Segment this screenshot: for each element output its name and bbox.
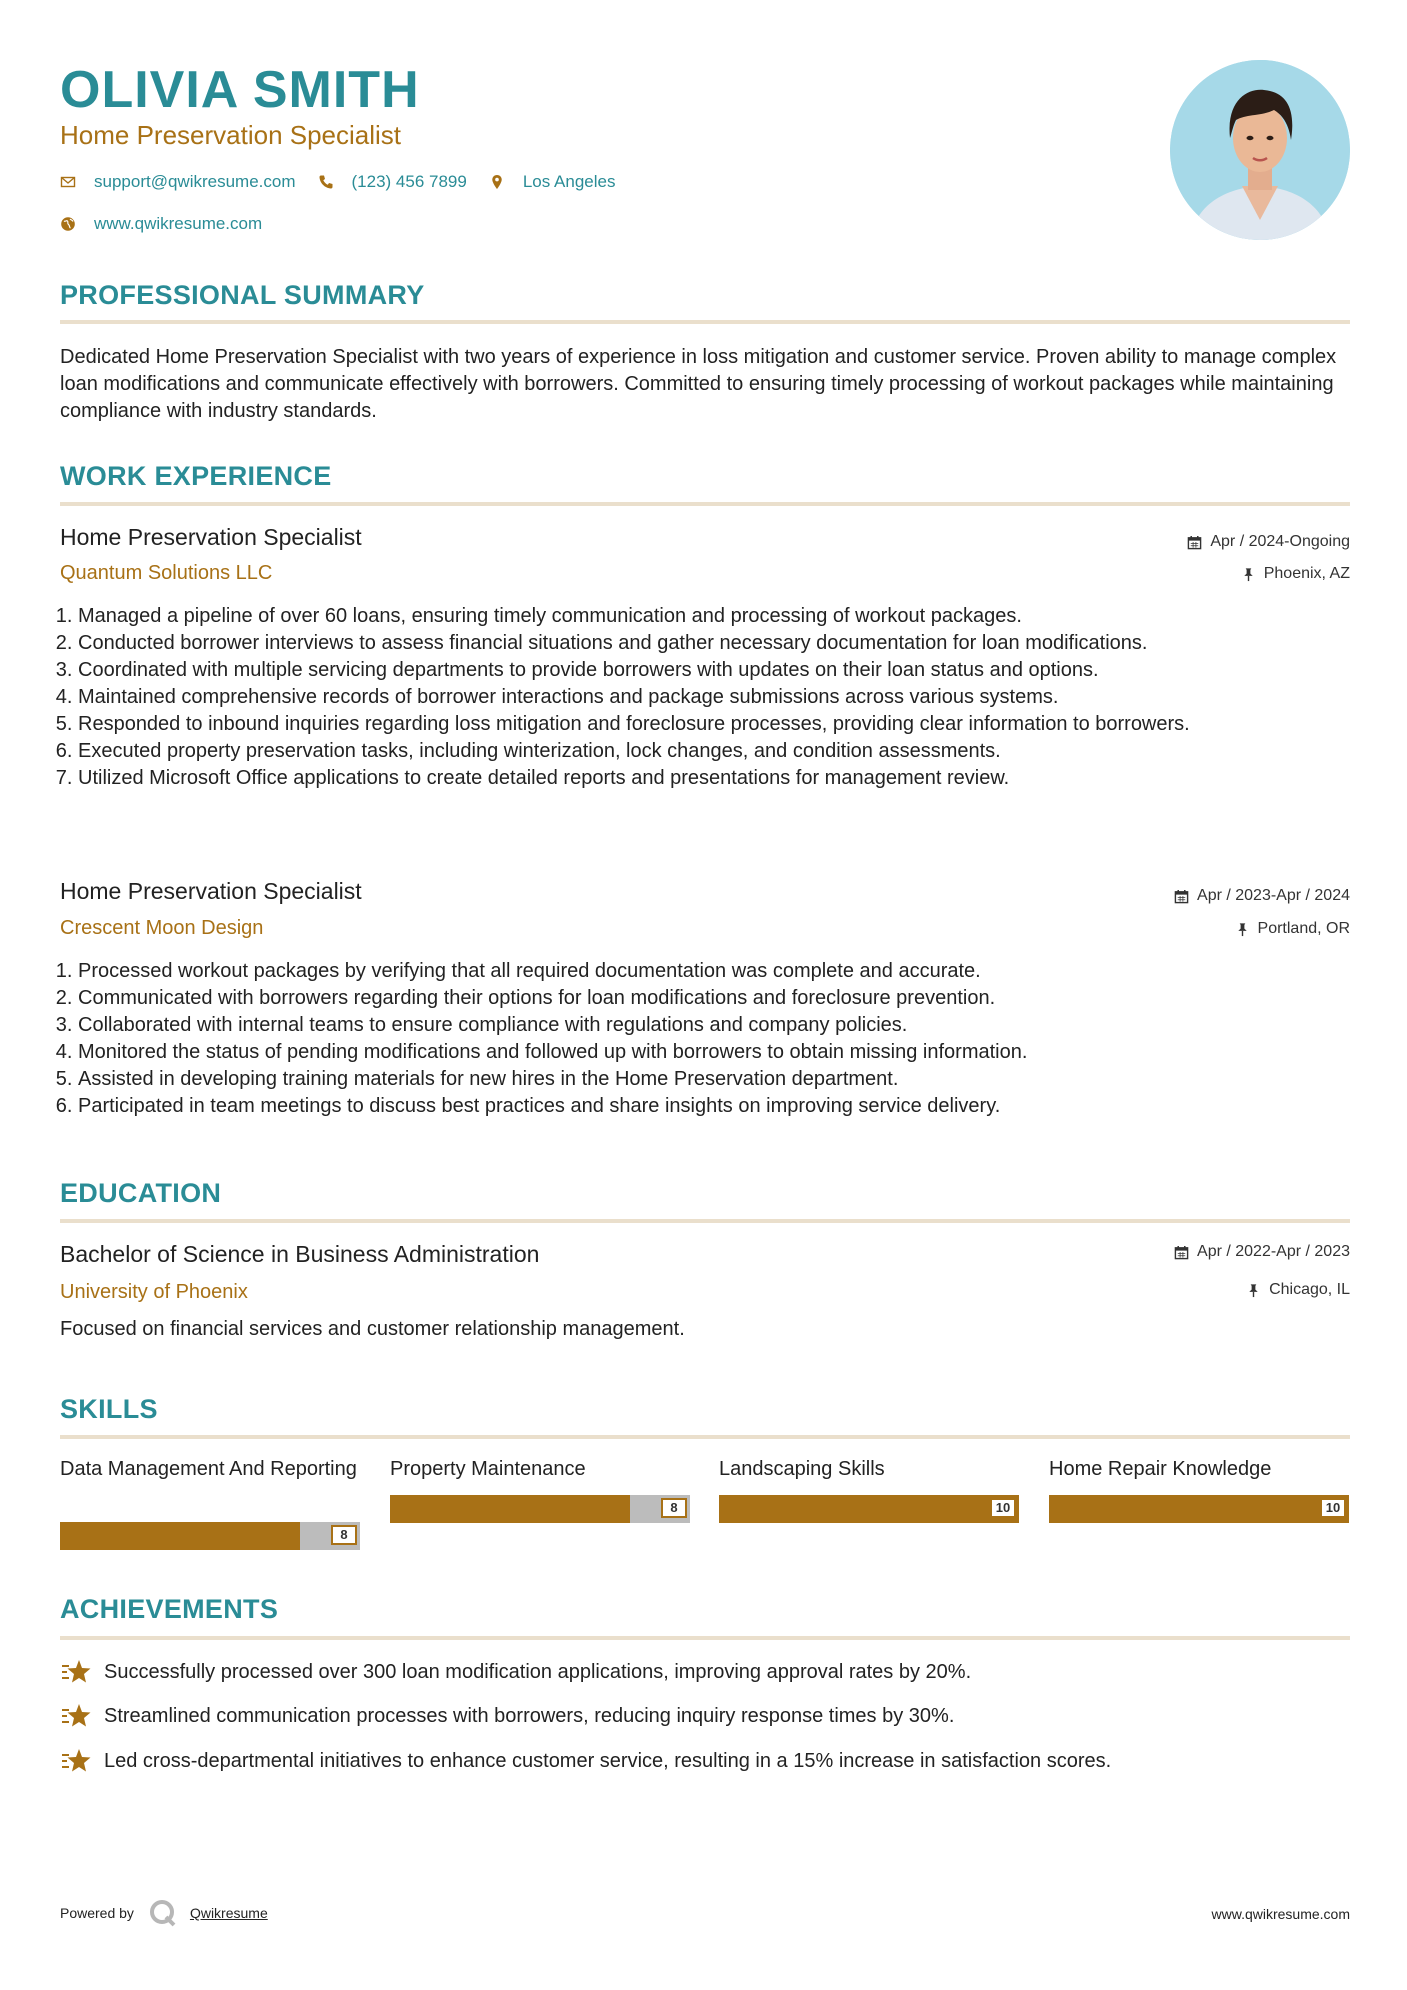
candidate-role: Home Preservation Specialist (60, 120, 402, 150)
contact-email[interactable] (60, 172, 296, 192)
contact-website[interactable] (60, 214, 262, 234)
skill-level: 10 (1320, 1498, 1346, 1518)
skill-bar-fill (390, 1495, 630, 1523)
phone-text: (123) 456 7899 (351, 172, 467, 191)
location-text: Phoenix, AZ (1263, 565, 1350, 582)
skill-bar (719, 1495, 1019, 1523)
job-title: Home Preservation Specialist (60, 878, 362, 904)
skill-bar (390, 1495, 690, 1523)
education-heading: EDUCATION (60, 1178, 222, 1208)
achievement-text: Streamlined communication processes with borrowers, reducing inquiry response times by 30%. (104, 1704, 955, 1727)
list-item: 5. Assisted in developing training materials for new hires in the Home Preservation department. (78, 1066, 1348, 1093)
list-item: 6. Participated in team meetings to discuss best practices and share insights on improving service delivery. (78, 1093, 1348, 1120)
website-text: www.qwikresume.com (94, 214, 263, 233)
pushpin-icon (1241, 567, 1256, 582)
list-item: 3. Coordinated with multiple servicing departments to provide borrowers with updates on their loan status and options. (78, 657, 1348, 684)
skills-heading: SKILLS (60, 1394, 158, 1424)
location-text: Chicago, IL (1269, 1281, 1350, 1298)
job-responsibilities (60, 958, 1348, 1120)
dates-text: Apr / 2022-Apr / 2023 (1197, 1243, 1350, 1260)
achievement-text: Successfully processed over 300 loan modification applications, improving approval rates by 20%. (104, 1660, 972, 1683)
globe-icon (60, 216, 76, 232)
skill-bar-fill (1049, 1495, 1349, 1523)
job-location (1235, 920, 1350, 938)
list-item: 2. Conducted borrower interviews to assess financial situations and gather necessary documentation for loan modifications. (78, 630, 1348, 657)
list-item: 5. Responded to inbound inquiries regarding loss mitigation and foreclosure processes, providing clear information to borrowers. (78, 711, 1348, 738)
location-text: Los Angeles (522, 172, 616, 191)
contact-location (489, 172, 616, 192)
list-item: 3. Collaborated with internal teams to ensure compliance with regulations and company policies. (78, 1012, 1348, 1039)
education-divider (60, 1219, 1350, 1223)
skill-name: Landscaping Skills (719, 1458, 885, 1480)
company-name: Quantum Solutions LLC (60, 562, 273, 584)
skill-level: 8 (331, 1525, 357, 1545)
skill-item (719, 1456, 1019, 1515)
education-location (1246, 1281, 1350, 1299)
phone-icon (318, 174, 334, 190)
list-item: 6. Executed property preservation tasks, including winterization, lock changes, and condition assessments. (78, 738, 1348, 765)
location-text: Portland, OR (1257, 920, 1350, 937)
skill-bar (1049, 1495, 1349, 1523)
list-item: 4. Maintained comprehensive records of borrower interactions and package submissions across various systems. (78, 684, 1348, 711)
pushpin-icon (1235, 922, 1250, 937)
skill-bar (60, 1522, 360, 1550)
list-item: 7. Utilized Microsoft Office applications to create detailed reports and presentations for management review. (78, 765, 1348, 792)
list-item: 1. Managed a pipeline of over 60 loans, ensuring timely communication and processing of workout packages. (78, 603, 1348, 630)
achievement-item (60, 1702, 954, 1730)
summary-divider (60, 320, 1350, 324)
job-dates (1174, 887, 1350, 905)
achievement-item (60, 1658, 971, 1686)
contact-phone[interactable] (318, 172, 467, 192)
skills-divider (60, 1435, 1350, 1439)
profile-photo (1170, 60, 1350, 240)
qwikresume-logo-icon (148, 1898, 178, 1928)
powered-by-label: Powered by (60, 1905, 134, 1921)
qwikresume-link[interactable]: Qwikresume (189, 1905, 268, 1921)
map-pin-icon (489, 174, 505, 190)
job-title: Home Preservation Specialist (60, 524, 362, 550)
skill-level: 8 (661, 1498, 687, 1518)
achievement-text: Led cross-departmental initiatives to enhance customer service, resulting in a 15% increase in satisfaction scores. (104, 1749, 1112, 1772)
calendar-icon (1187, 535, 1202, 550)
job-responsibilities (60, 603, 1348, 792)
skill-bar-fill (719, 1495, 1019, 1523)
degree-title: Bachelor of Science in Business Administration (60, 1241, 540, 1267)
star-award-icon (60, 1702, 92, 1730)
dates-text: Apr / 2023-Apr / 2024 (1197, 887, 1350, 904)
portrait-illustration (1170, 60, 1350, 240)
job-dates (1187, 533, 1350, 551)
footer-powered-by (60, 1898, 268, 1928)
skill-name: Home Repair Knowledge (1049, 1458, 1272, 1480)
skill-item (60, 1456, 360, 1542)
school-name: University of Phoenix (60, 1281, 248, 1303)
skill-name: Data Management And Reporting (60, 1458, 357, 1480)
star-award-icon (60, 1747, 92, 1775)
skill-item (1049, 1456, 1349, 1515)
achievements-heading: ACHIEVEMENTS (60, 1594, 279, 1624)
envelope-icon (60, 174, 76, 190)
candidate-name: OLIVIA SMITH (60, 61, 420, 119)
calendar-icon (1174, 1245, 1189, 1260)
achievement-item (60, 1747, 1111, 1775)
star-award-icon (60, 1658, 92, 1686)
list-item: 2. Communicated with borrowers regarding their options for loan modifications and foreclosure prevention. (78, 985, 1348, 1012)
experience-heading: WORK EXPERIENCE (60, 461, 332, 491)
education-dates (1174, 1243, 1350, 1261)
experience-divider (60, 502, 1350, 506)
summary-heading: PROFESSIONAL SUMMARY (60, 280, 425, 310)
list-item: 1. Processed workout packages by verifying that all required documentation was complete and accurate. (78, 958, 1348, 985)
skill-name: Property Maintenance (390, 1458, 586, 1480)
skill-bar-fill (60, 1522, 300, 1550)
pushpin-icon (1246, 1283, 1261, 1298)
education-description: Focused on financial services and customer relationship management. (60, 1318, 685, 1340)
footer-website-link[interactable]: www.qwikresume.com (1211, 1906, 1350, 1922)
resume-header (60, 60, 1350, 250)
achievements-divider (60, 1636, 1350, 1640)
dates-text: Apr / 2024-Ongoing (1210, 533, 1350, 550)
contact-row (60, 172, 637, 192)
skill-item (390, 1456, 690, 1515)
email-text: support@qwikresume.com (94, 172, 296, 191)
list-item: 4. Monitored the status of pending modifications and followed up with borrowers to obtain missing information. (78, 1039, 1348, 1066)
contact-row-2 (60, 214, 284, 234)
skill-level: 10 (990, 1498, 1016, 1518)
calendar-icon (1174, 889, 1189, 904)
job-location (1241, 565, 1350, 583)
summary-text: Dedicated Home Preservation Specialist with two years of experience in loss mitigation and customer service. Proven ability to manage complex loan modifications and communicate effectively with borrowers. Committed to ensuring timely processing of workout packages while maintaining compliance with industry standards. (60, 346, 1337, 422)
company-name: Crescent Moon Design (60, 917, 264, 939)
